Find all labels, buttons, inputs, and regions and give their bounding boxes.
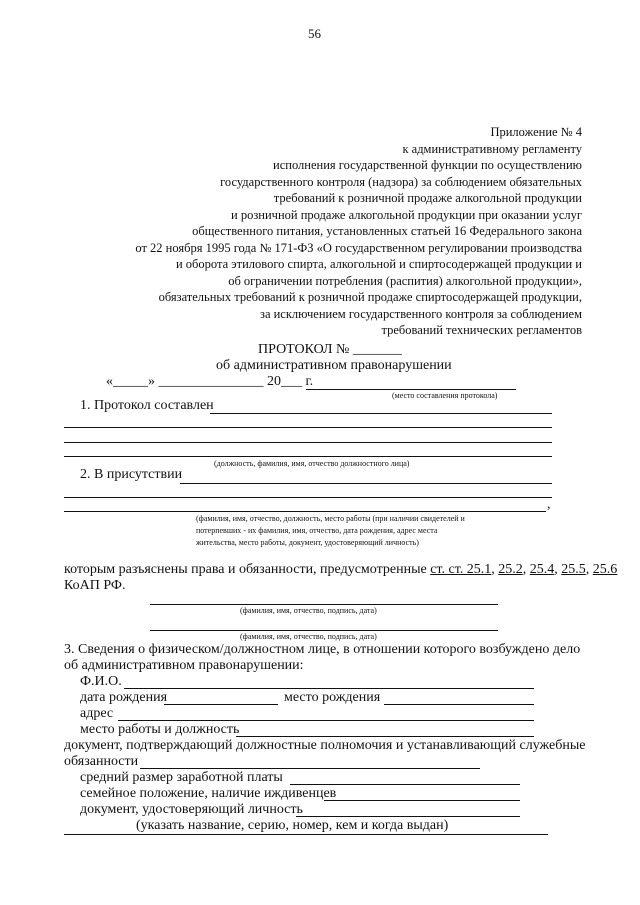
annex-header — [135, 124, 582, 339]
ref-separator: , — [585, 562, 593, 577]
section2-caption-line: (фамилия, имя, отчество, должность, место работы (при наличии свидетелей и — [196, 514, 465, 523]
annex-line: от 22 ноября 1995 года № 171-ФЗ «О государственном регулировании производства — [135, 240, 582, 255]
signature-caption: (фамилия, имя, отчество, подпись, дата) — [240, 632, 377, 641]
ref-separator: , — [522, 562, 530, 577]
section2-line[interactable] — [180, 483, 552, 484]
annex-line: к административному регламенту — [402, 141, 582, 156]
annex-line: обязательных требований к розничной продаже спиртосодержащей продукции, — [158, 290, 582, 304]
birth-place-label: место рождения — [284, 690, 381, 705]
fio-field[interactable] — [124, 688, 534, 689]
authority-doc-label-cont: обязанности — [64, 754, 139, 769]
annex-line: и оборота этилового спирта, алкогольной и спиртосодержащей продукции и — [175, 257, 582, 271]
annex-line: требований технических регламентов — [381, 323, 582, 337]
rights-text — [64, 562, 617, 578]
fio-label: Ф.И.О. — [80, 674, 122, 689]
birth-date-label: дата рождения — [80, 690, 168, 705]
section1-label: 1. Протокол составлен — [80, 398, 214, 413]
section3-heading-cont: об административном правонарушении: — [64, 658, 304, 673]
section1-line[interactable] — [64, 442, 552, 443]
article-ref-link[interactable]: 25.2 — [498, 562, 523, 577]
family-field[interactable] — [324, 800, 520, 801]
annex-line: и розничной продаже алкогольной продукции при оказании услуг — [231, 207, 582, 222]
section3-heading: 3. Сведения о физическом/должностном лице, в отношении которого возбуждено дело — [64, 642, 581, 657]
rights-prefix: которым разъяснены права и обязанности, предусмотренные — [64, 562, 427, 577]
annex-line: государственного контроля (надзора) за соблюдением обязательных — [220, 174, 582, 189]
section2-line[interactable] — [64, 497, 552, 498]
salary-label: средний размер заработной платы — [80, 770, 283, 785]
annex-line: Приложение № 4 — [490, 125, 582, 139]
workplace-label: место работы и должность — [80, 722, 240, 737]
id-doc-field[interactable] — [296, 816, 520, 817]
annex-line: об ограничении потребления (распития) алкогольной продукции», — [228, 273, 582, 288]
annex-line: общественного питания, установленных статьей 16 Федерального закона — [192, 224, 582, 238]
ref-separator: , — [491, 562, 499, 577]
id-doc-label: документ, удостоверяющий личность — [80, 802, 303, 817]
article-ref-link[interactable]: 25.4 — [529, 562, 555, 577]
signature-caption: (фамилия, имя, отчество, подпись, дата) — [240, 606, 377, 615]
id-doc-field[interactable] — [64, 834, 548, 835]
page-number: 56 — [308, 26, 321, 41]
annex-line: требований к розничной продаже алкогольной продукции — [273, 191, 582, 205]
section2-comma: , — [547, 497, 551, 512]
signature-line[interactable] — [150, 604, 498, 605]
section1-line[interactable] — [210, 413, 552, 414]
section2-line[interactable] — [64, 511, 546, 512]
section2-caption-line: жительства, место работы, документ, удостоверяющий личность) — [196, 538, 419, 547]
annex-line: исполнения государственной функции по осуществлению — [273, 158, 582, 172]
section2-label: 2. В присутствии — [80, 467, 183, 482]
address-label: адрес — [80, 706, 114, 721]
address-field[interactable] — [118, 720, 534, 721]
protocol-title: ПРОТОКОЛ № _______ — [258, 342, 402, 357]
workplace-field[interactable] — [236, 736, 534, 737]
family-label: семейное положение, наличие иждивенцев — [80, 786, 337, 801]
section1-line[interactable] — [64, 427, 552, 428]
section1-caption: (должность, фамилия, имя, отчество должностного лица) — [214, 459, 410, 468]
birth-place-field[interactable] — [384, 704, 534, 705]
annex-line: за исключением государственного контроля за соблюдением — [260, 306, 582, 321]
section2-caption-line: потерпевших - их фамилия, имя, отчество, дата рождения, адрес места — [196, 526, 438, 535]
article-ref-link[interactable]: ст. ст. 25.1 — [430, 562, 492, 577]
ref-separator: , — [554, 562, 562, 577]
section1-line[interactable] — [64, 456, 552, 457]
rights-koap: КоАП РФ. — [64, 578, 126, 593]
authority-doc-field[interactable] — [140, 768, 480, 769]
birth-date-field[interactable] — [164, 704, 278, 705]
signature-line[interactable] — [150, 630, 498, 631]
article-ref-link[interactable]: 25.6 — [592, 562, 618, 577]
protocol-subtitle: об административном правонарушении — [216, 358, 452, 373]
place-line[interactable] — [306, 389, 516, 390]
protocol-date-line[interactable]: «_____» _______________ 20___ г. — [106, 374, 314, 389]
id-doc-hint: (указать название, серию, номер, кем и когда выдан) — [136, 818, 449, 833]
place-caption: (место составления протокола) — [392, 391, 498, 400]
salary-field[interactable] — [290, 784, 520, 785]
authority-doc-label: документ, подтверждающий должностные полномочия и устанавливающий служебные — [64, 738, 586, 753]
article-ref-link[interactable]: 25.5 — [561, 562, 586, 577]
